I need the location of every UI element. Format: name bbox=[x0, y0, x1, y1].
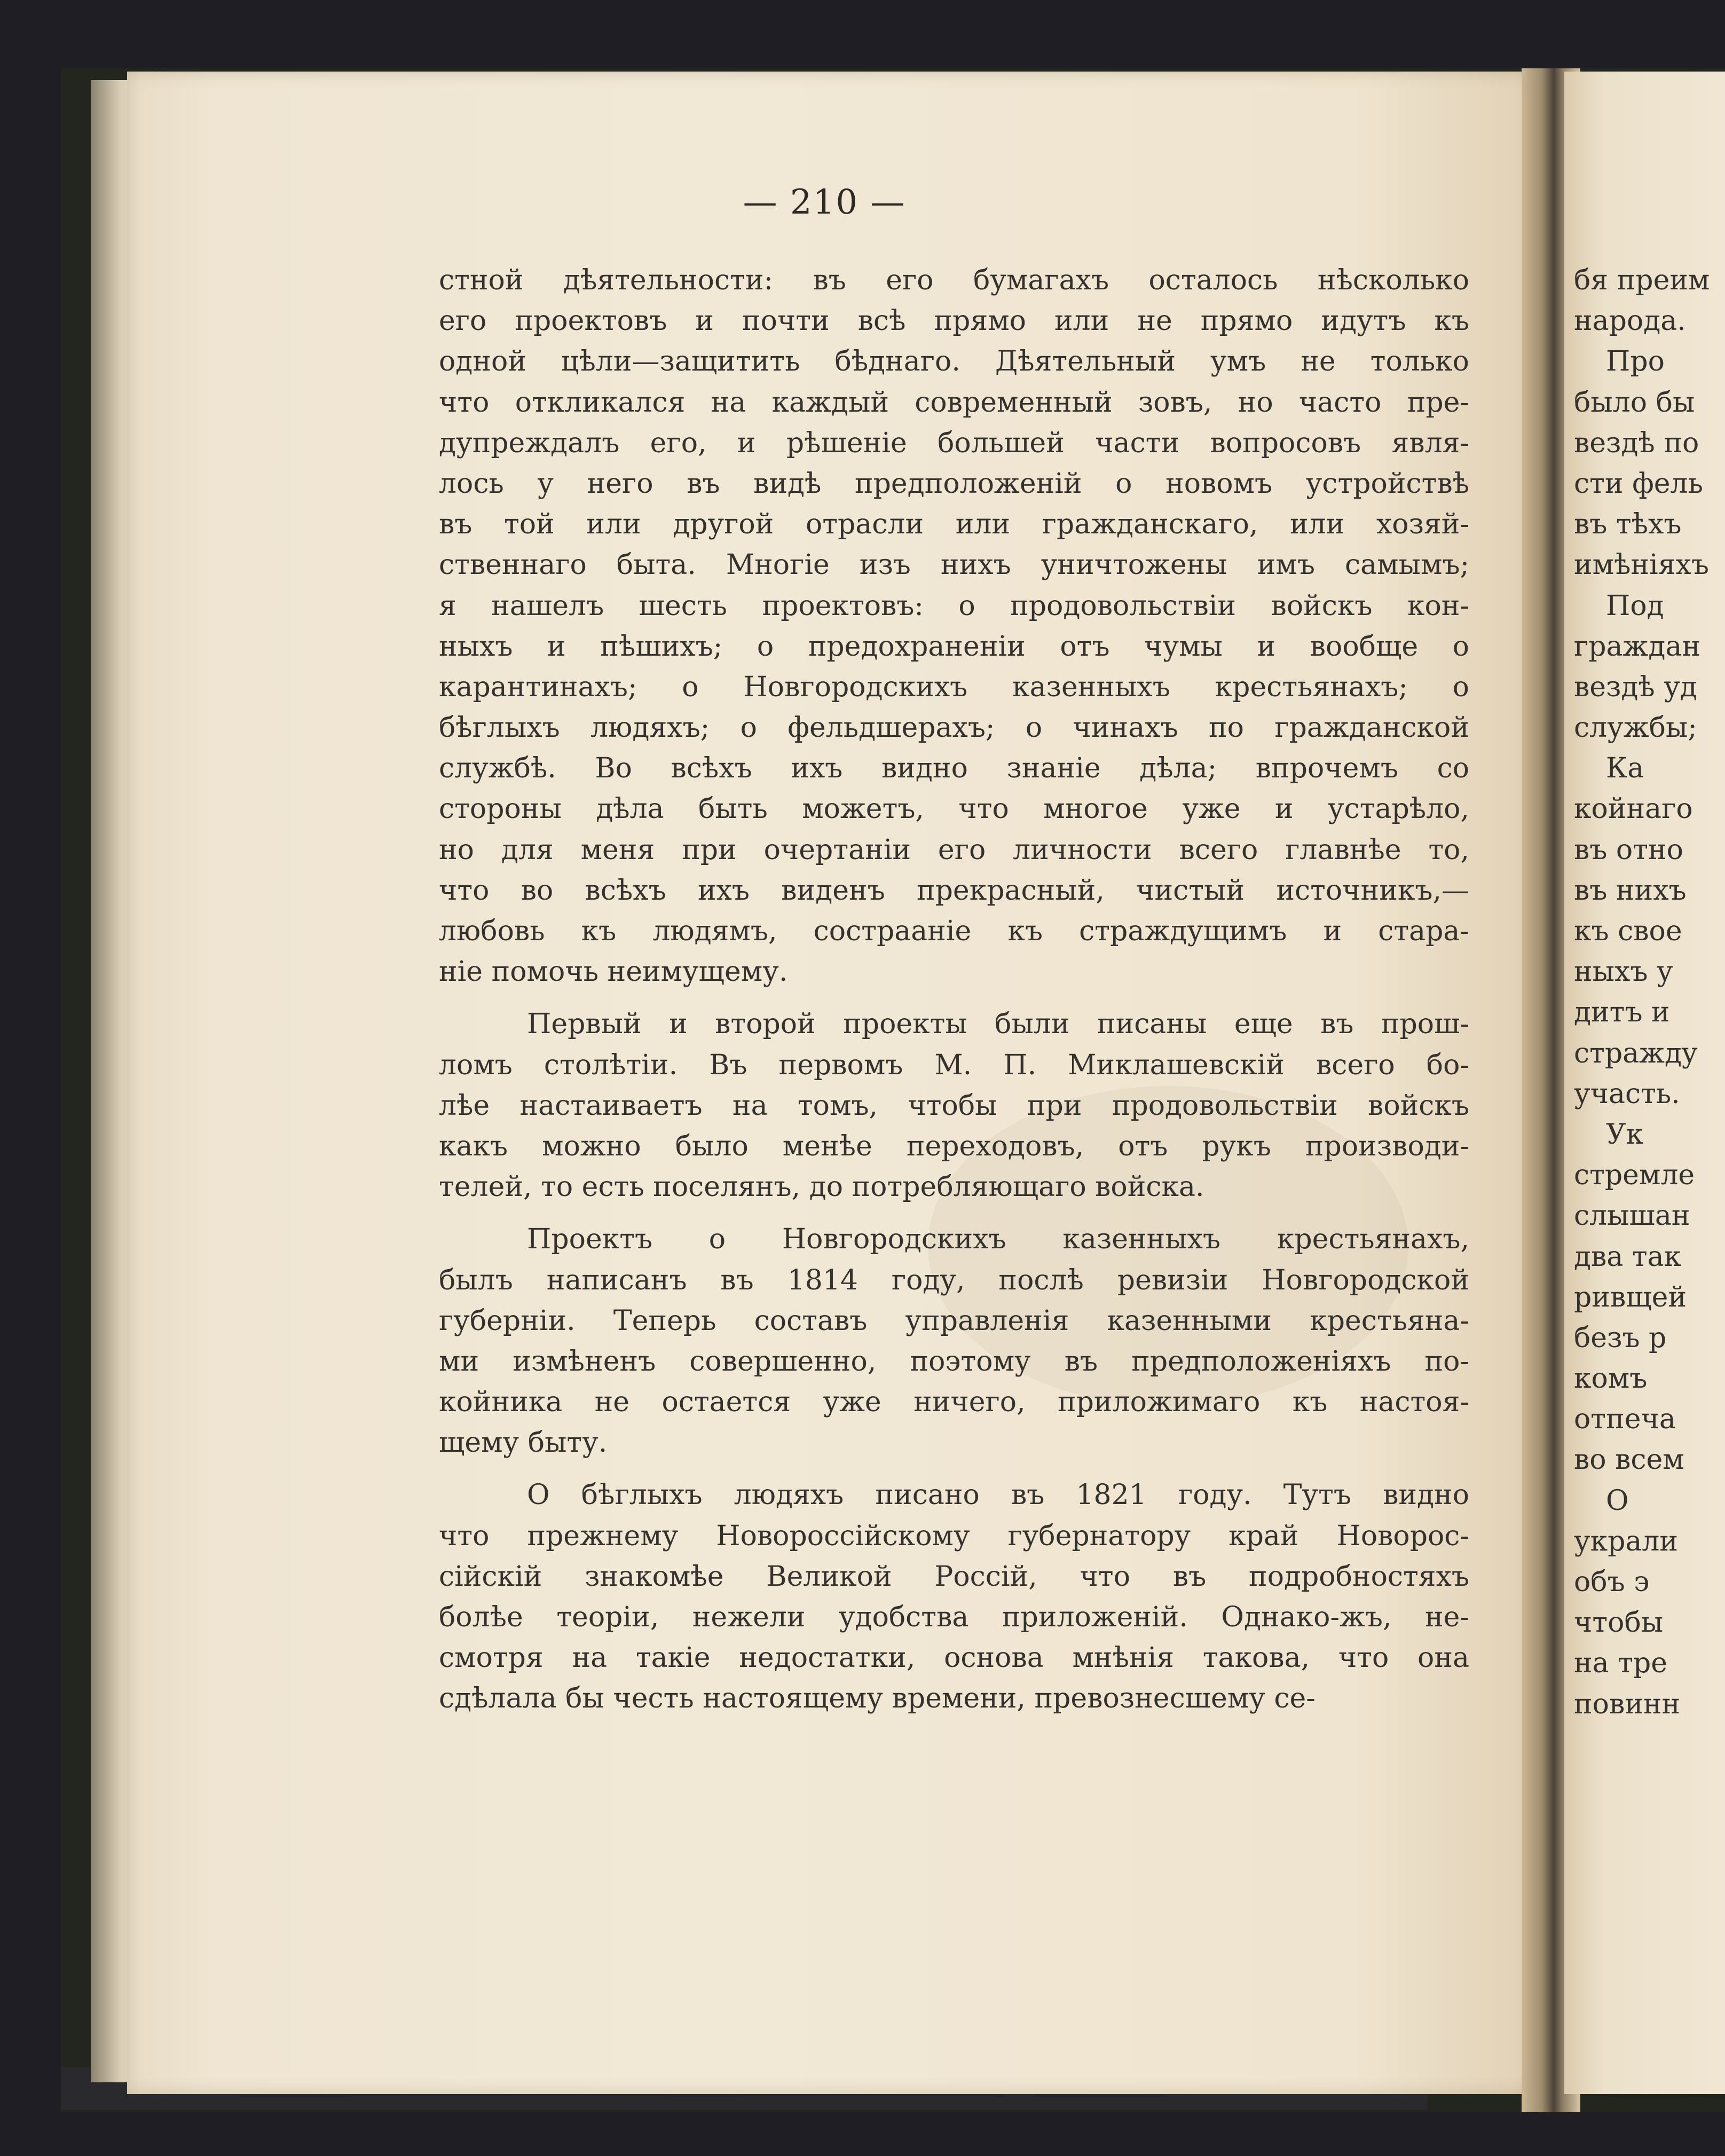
text-line: было бы bbox=[1574, 386, 1695, 419]
text-line: сдѣлала бы честь настоящему времени, превознесшему се- bbox=[439, 1682, 1316, 1715]
text-line: Ук bbox=[1606, 1118, 1644, 1151]
text-line: повинн bbox=[1574, 1688, 1681, 1720]
text-line: Первый и второй проекты были писаны еще въ прош- bbox=[527, 1008, 1469, 1041]
text-line: лѣе настаиваетъ на томъ, чтобы при продовольствіи войскъ bbox=[439, 1089, 1469, 1122]
text-line: отпеча bbox=[1574, 1403, 1676, 1436]
text-line: въ тѣхъ bbox=[1574, 508, 1682, 541]
text-line: ломъ столѣтіи. Въ первомъ М. П. Миклашевскій всего бо- bbox=[439, 1049, 1469, 1081]
text-line: объ э bbox=[1574, 1566, 1650, 1598]
text-line: телей, то есть поселянъ, до потребляющаго войска. bbox=[439, 1171, 1204, 1203]
text-line: одной цѣли—защитить бѣднаго. Дѣятельный умъ не только bbox=[439, 345, 1469, 378]
page-number-container bbox=[127, 0, 1522, 267]
text-line: сійскій знакомѣе Великой Россій, что въ подробностяхъ bbox=[439, 1560, 1469, 1593]
text-line: Ка bbox=[1606, 752, 1644, 785]
text-line: болѣе теоріи, нежели удобства приложеній. Однако-жъ, не- bbox=[439, 1601, 1469, 1633]
text-line: О бѣглыхъ людяхъ писано въ 1821 году. Тутъ видно bbox=[527, 1479, 1469, 1512]
text-line: бѣглыхъ людяхъ; о фельдшерахъ; о чинахъ по гражданской bbox=[439, 712, 1469, 744]
text-line: что откликался на каждый современный зовъ, но часто пре- bbox=[439, 386, 1469, 419]
text-line: Проектъ о Новгородскихъ казенныхъ крестьянахъ, bbox=[527, 1223, 1469, 1256]
text-line: Под bbox=[1606, 589, 1664, 622]
text-line: къ свое bbox=[1574, 915, 1682, 947]
paragraph bbox=[439, 1219, 1469, 1463]
page-number: — 210 — bbox=[743, 183, 906, 222]
text-line: на тре bbox=[1574, 1647, 1668, 1680]
text-line: вездѣ уд bbox=[1574, 671, 1697, 703]
text-line: койнаго bbox=[1574, 793, 1693, 825]
text-line: бя преим bbox=[1574, 264, 1710, 296]
text-line: страждy bbox=[1574, 1037, 1698, 1069]
text-line: участь. bbox=[1574, 1077, 1680, 1110]
text-line: въ нихъ bbox=[1574, 874, 1687, 907]
text-line: смотря на такіе недостатки, основа мнѣнія такова, что она bbox=[439, 1642, 1469, 1674]
text-line: какъ можно было менѣе переходовъ, отъ рукъ производи- bbox=[439, 1130, 1469, 1162]
text-line: народа. bbox=[1574, 305, 1686, 337]
text-line: украли bbox=[1574, 1525, 1679, 1557]
text-line: ныхъ и пѣшихъ; о предохраненіи отъ чумы и вообще о bbox=[439, 630, 1469, 663]
paragraph bbox=[439, 1004, 1469, 1207]
text-line: лось у него въ видѣ предположеній о новомъ устройствѣ bbox=[439, 467, 1469, 500]
text-line: карантинахъ; о Новгородскихъ казенныхъ крестьянахъ; о bbox=[439, 671, 1469, 703]
text-line: во всем bbox=[1574, 1444, 1684, 1476]
paragraph bbox=[439, 1475, 1469, 1719]
text-line: дитъ и bbox=[1574, 996, 1670, 1029]
text-line: былъ написанъ въ 1814 году, послѣ ревизіи Новгородской bbox=[439, 1264, 1469, 1296]
text-line: слышан bbox=[1574, 1200, 1690, 1232]
text-line: стороны дѣла быть можетъ, что многое уже и устарѣло, bbox=[439, 793, 1469, 825]
text-line: ми измѣненъ совершенно, поэтому въ предположеніяхъ по- bbox=[439, 1345, 1469, 1378]
text-line: щему быту. bbox=[439, 1427, 608, 1459]
text-line: О bbox=[1606, 1484, 1629, 1517]
text-line: стремле bbox=[1574, 1159, 1695, 1192]
text-line: но для меня при очертаніи его личности всего главнѣе то, bbox=[439, 833, 1469, 866]
text-line: что во всѣхъ ихъ виденъ прекрасный, чистый источникъ,— bbox=[439, 874, 1469, 907]
text-line: безъ р bbox=[1574, 1321, 1667, 1354]
text-line: сти фель bbox=[1574, 467, 1703, 500]
text-line: Про bbox=[1606, 345, 1665, 378]
text-line: я нашелъ шесть проектовъ: о продовольствіи войскъ кон- bbox=[439, 589, 1469, 622]
text-line: вездѣ по bbox=[1574, 427, 1699, 459]
text-line: стной дѣятельности: въ его бумагахъ осталось нѣсколько bbox=[439, 264, 1469, 296]
text-line: службы; bbox=[1574, 712, 1697, 744]
text-line: въ отно bbox=[1574, 833, 1683, 866]
text-line: любовь къ людямъ, сострааніе къ страждущимъ и стара- bbox=[439, 915, 1469, 947]
text-line: ственнаго быта. Многіе изъ нихъ уничтожены имъ самымъ; bbox=[439, 549, 1469, 581]
paragraph bbox=[439, 260, 1469, 992]
text-line: что прежнему Новороссійскому губернатору край Новорос- bbox=[439, 1520, 1469, 1552]
text-line: ныхъ у bbox=[1574, 956, 1673, 988]
text-line: два так bbox=[1574, 1240, 1682, 1273]
text-line: имѣніяхъ bbox=[1574, 549, 1709, 581]
text-line: ривщей bbox=[1574, 1281, 1687, 1313]
right-page-text bbox=[1574, 260, 1725, 1725]
text-line: койника не остается уже ничего, приложимаго къ настоя- bbox=[439, 1386, 1469, 1419]
text-line: губерніи. Теперь составъ управленія казенными крестьяна- bbox=[439, 1304, 1469, 1337]
text-line: службѣ. Во всѣхъ ихъ видно знаніе дѣла; впрочемъ со bbox=[439, 752, 1469, 785]
text-line: дупреждалъ его, и рѣшеніе большей части вопросовъ явля- bbox=[439, 427, 1469, 459]
text-line: комъ bbox=[1574, 1363, 1648, 1395]
text-line: въ той или другой отрасли или гражданскаго, или хозяй- bbox=[439, 508, 1469, 541]
text-line: граждан bbox=[1574, 630, 1701, 663]
text-line: ніе помочь неимущему. bbox=[439, 956, 788, 988]
left-page-text bbox=[439, 260, 1469, 1731]
text-line: чтобы bbox=[1574, 1607, 1664, 1639]
text-line: его проектовъ и почти всѣ прямо или не прямо идутъ къ bbox=[439, 305, 1469, 337]
